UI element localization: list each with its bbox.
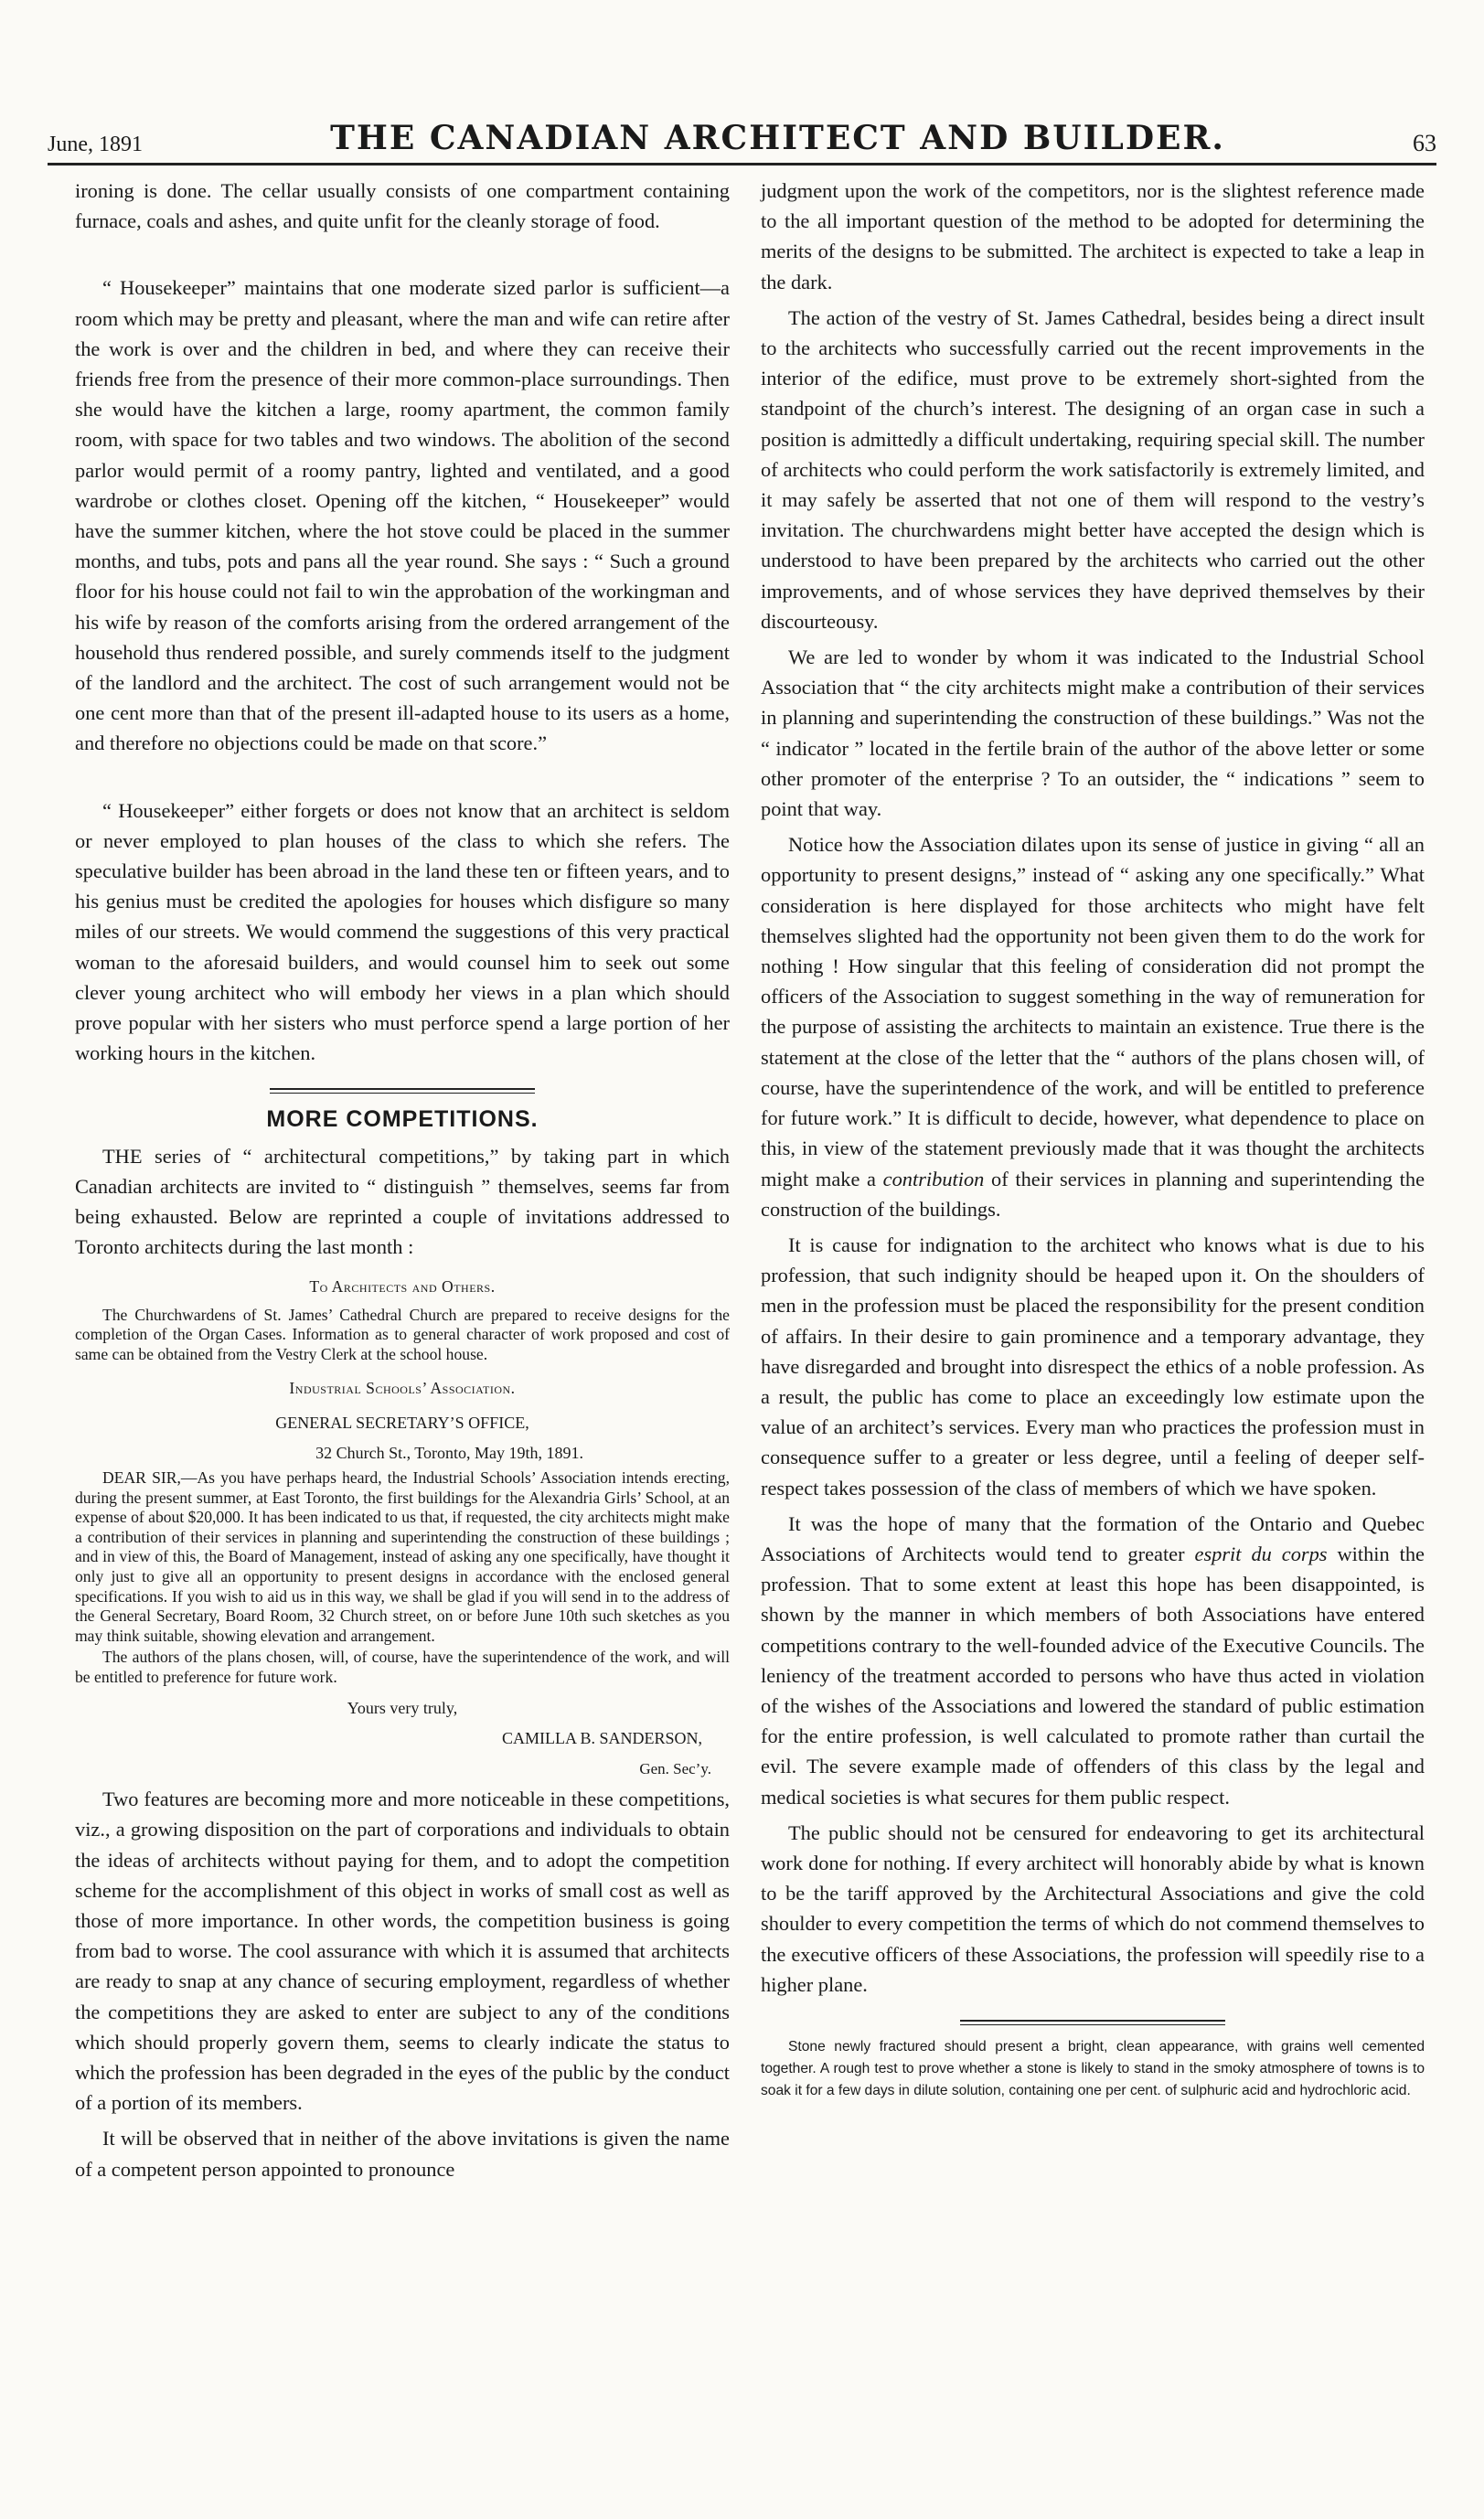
section-heading: MORE COMPETITIONS. [266,1106,539,1133]
paragraph-text: It was the hope of many that the formation of the Ontario and Quebec Associations of Architects would tend to greater [761,1511,1425,1565]
publication-title: THE CANADIAN ARCHITECT AND BUILDER. [330,119,1225,157]
paragraph-text: within the profession. That to some extent at least this hope has been disappointed, is shown by the manner in which members of both Associations have entered competitions contrary to the well-founded advice of the Executive Councils. The leniency of the treatment accorded to persons who have thus acted in violation of the wishes of the Associations and lowered the standard of public estimation for the entire profession, is well calculated to promote rather than curtail the evil. The severe example made of offenders of this class by the legal and medical societies is what secures for them public respect. [761,1542,1425,1809]
notice-signer-title: Gen. Sec’y. [639,1760,711,1778]
notice-body: The Churchwardens of St. James’ Cathedral Church are prepared to receive designs for the completion of the Organ Cases. Information as to general character of work proposed and cost of same can be obtained from the Vestry Clerk at the school house. [75,1305,730,1363]
paragraph: It is cause for indignation to the architect who knows what is due to his profession, that such indignity should be heaped upon it. On the shoulders of men in the profession must be placed the responsibility for the present condition of affairs. In their desire to gain prominence and a temporary advantage, they have disregarded and brought into disrespect the ethics of a noble profession. As a result, the public has come to place an exceedingly low estimate upon the value of an architect’s services. Every man who practices the profession must in consequence suffer to a greater or less degree, until a feeling of deeper self-respect takes possession of the class of members of which we have spoken. [761,1233,1425,1500]
paragraph: It will be observed that in neither of the above invitations is given the name of a competent person appointed to pronounce [75,2127,730,2181]
page-number: 63 [1412,130,1436,156]
paragraph: ironing is done. The cellar usually consists of one compartment containing furnace, coals and ashes, and quite unfit for the cleanly storage of food. [75,179,730,233]
footnote: Stone newly fractured should present a bright, clean appearance, with grains well cemented together. A rough test to prove whether a stone is likely to stand in the smoky atmosphere of towns is to soak it for a few days in dilute solution, containing one per cent. of sulphuric acid and hydrochloric acid. [761,2038,1425,2098]
paragraph [761,1509,1425,1812]
section-divider [270,1088,535,1094]
notice-subheading: GENERAL SECRETARY’S OFFICE, [275,1413,529,1432]
notice-signer: CAMILLA B. SANDERSON, [501,1728,702,1747]
section-divider [960,2020,1225,2025]
paragraph: The action of the vestry of St. James Cathedral, besides being a direct insult to the architects who successfully carried out the recent improvements in the interior of the edifice, must prove to be extremely short-sighted from the standpoint of the church’s interest. The designing of an organ case in such a position is admittedly a difficult undertaking, requiring special skill. The number of architects who could perform the work satisfactorily is extremely limited, and it may safely be asserted that not one of them will respond to the vestry’s invitation. The churchwardens might better have accepted the design which is understood to have been prepared by the architects who carried out the other improvements, and of whose services they have deprived themselves by their discourteousy. [761,305,1425,633]
notice-body: DEAR SIR,—As you have perhaps heard, the Industrial Schools’ Association intends erecting, during the present summer, at East Toronto, the first buildings for the Alexandria Girls’ School, at an expense of about $20,000. It has been indicated to us that, if requested, the city architects might make a contribution of their services in planning and superintending the construction of these buildings ; and in view of this, the Board of Management, instead of asking any one specifically, have thought it only just to give all an opportunity to present designs in accordance with the enclosed general specifications. If you wish to aid us in this way, we shall be glad if you will send in to the address of the General Secretary, Board Room, 32 Church street, on or before June 10th such sketches as you may think suitable, showing elevation and arrangement. [75,1468,730,1645]
right-column [761,176,1425,2108]
notice-body: The authors of the plans chosen, will, of course, have the superintendence of the work, and will be entitled to preference for future work. [75,1648,730,1687]
paragraph-text: of their services in planning and superintending the construction of the buildings. [761,1167,1425,1221]
page-header [48,117,1436,165]
paragraph: The public should not be censured for endeavoring to get its architectural work done for nothing. If every architect will honorably abide by what is known to be the tariff approved by the Architectural Associations and give the cold shoulder to every competition the terms of which do not commend themselves to the executive officers of these Associations, the profession will speedily rise to a higher plane. [761,1820,1425,1996]
paragraph: Two features are becoming more and more noticeable in these competitions, viz., a growing disposition on the part of corporations and individuals to obtain the ideas of architects without paying for them, and to adopt the competition scheme for the accomplishment of this object in works of small cost as well as those of more importance. In other words, the competition business is going from bad to worse. The cool assurance with which it is assumed that architects are ready to snap at any chance of securing employment, regardless of whether the competitions they are asked to enter are subject to any of the conditions which should properly govern them, seems to clearly indicate the status to which the profession has been degraded in the eyes of the public by the conduct of a portion of its members. [75,1788,730,2115]
issue-date: June, 1891 [48,133,143,156]
paragraph [761,829,1425,1224]
left-column [75,176,730,2190]
paragraph: judgment upon the work of the competitors, nor is the slightest reference made to the all important question of the method to be adopted for determining the merits of the designs to be submitted. The architect is expected to take a leap in the dark. [761,179,1425,294]
notice-heading: Industrial Schools’ Association. [289,1379,516,1398]
paragraph: “ Housekeeper” maintains that one moderate sized parlor is sufficient—a room which may be pretty and pleasant, where the man and wife can retire after the work is over and the children in bed, and where they can receive their friends free from the presence of their more common-place surroundings. Then she would have the kitchen a large, roomy apartment, the common family room, with space for two tables and two windows. The abolition of the second parlor would permit of a roomy pantry, lighted and ventilated, and a good wardrobe or clothes closet. Opening off the kitchen, “ Housekeeper” would have the summer kitchen, where the hot stove could be placed in the summer months, and tubs, pots and pans all the year round. She says : “ Such a ground floor for his house could not fail to win the approbation of the workingman and his wife by reason of the comforts arising from the ordered arrangement of the household thus rendered possible, and surely commends itself to the judgment of the landlord and the architect. The cost of such arrangement would not be one cent more than that of the present ill-adapted house to its users as a home, and therefore no objections could be made on that score.” [75,276,730,755]
notice-closing: Yours very truly, [347,1698,458,1717]
paragraph: THE series of “ architectural competitions,” by taking part in which Canadian architects are invited to “ distinguish ” themselves, seems far from being exhausted. Below are reprinted a couple of invitations addressed to Toronto architects during the last month : [75,1144,730,1259]
notice-address: 32 Church St., Toronto, May 19th, 1891. [315,1443,583,1462]
paragraph: “ Housekeeper” either forgets or does not know that an architect is seldom or never employed to plan houses of the class to which she refers. The speculative builder has been abroad in the land these ten or fifteen years, and to his genius must be credited the apologies for houses which disfigure so many miles of our streets. We would commend the suggestions of this very practical woman to the aforesaid builders, and would counsel him to seek out some clever young architect who will embody her views in a plan which should prove popular with her sisters who must perforce spend a large portion of her working hours in the kitchen. [75,798,730,1065]
notice-heading: To Architects and Others. [309,1276,496,1296]
paragraph: We are led to wonder by whom it was indicated to the Industrial School Association that “ the city architects might make a contribution of their services in planning and superintending the construction of these buildings.” Was not the “ indicator ” located in the fertile brain of the author of the above letter or some other promoter of the enterprise ? To an outsider, the “ indications ” seem to point that way. [761,646,1425,821]
italic-word: contribution [882,1167,985,1190]
paragraph-text: Notice how the Association dilates upon its sense of justice in giving “ all an opportunity to present designs,” instead of “ asking any one specifically.” What consideration is here displayed for those architects who might have felt themselves slighted had the opportunity not been given them to do the work for nothing ! How singular that this feeling of consideration did not prompt the officers of the Association to suggest something in the way of remuneration for the purpose of assisting the architects to maintain an existence. True there is the statement at the close of the letter that the “ authors of the plans chosen will, of course, have the superintendence of the work, and will be entitled to preference for future work.” It is difficult to decide, however, what dependence to place on this, in view of the statement previously made that it was thought the architects might make a [761,833,1425,1190]
italic-phrase: esprit du corps [1194,1542,1328,1565]
